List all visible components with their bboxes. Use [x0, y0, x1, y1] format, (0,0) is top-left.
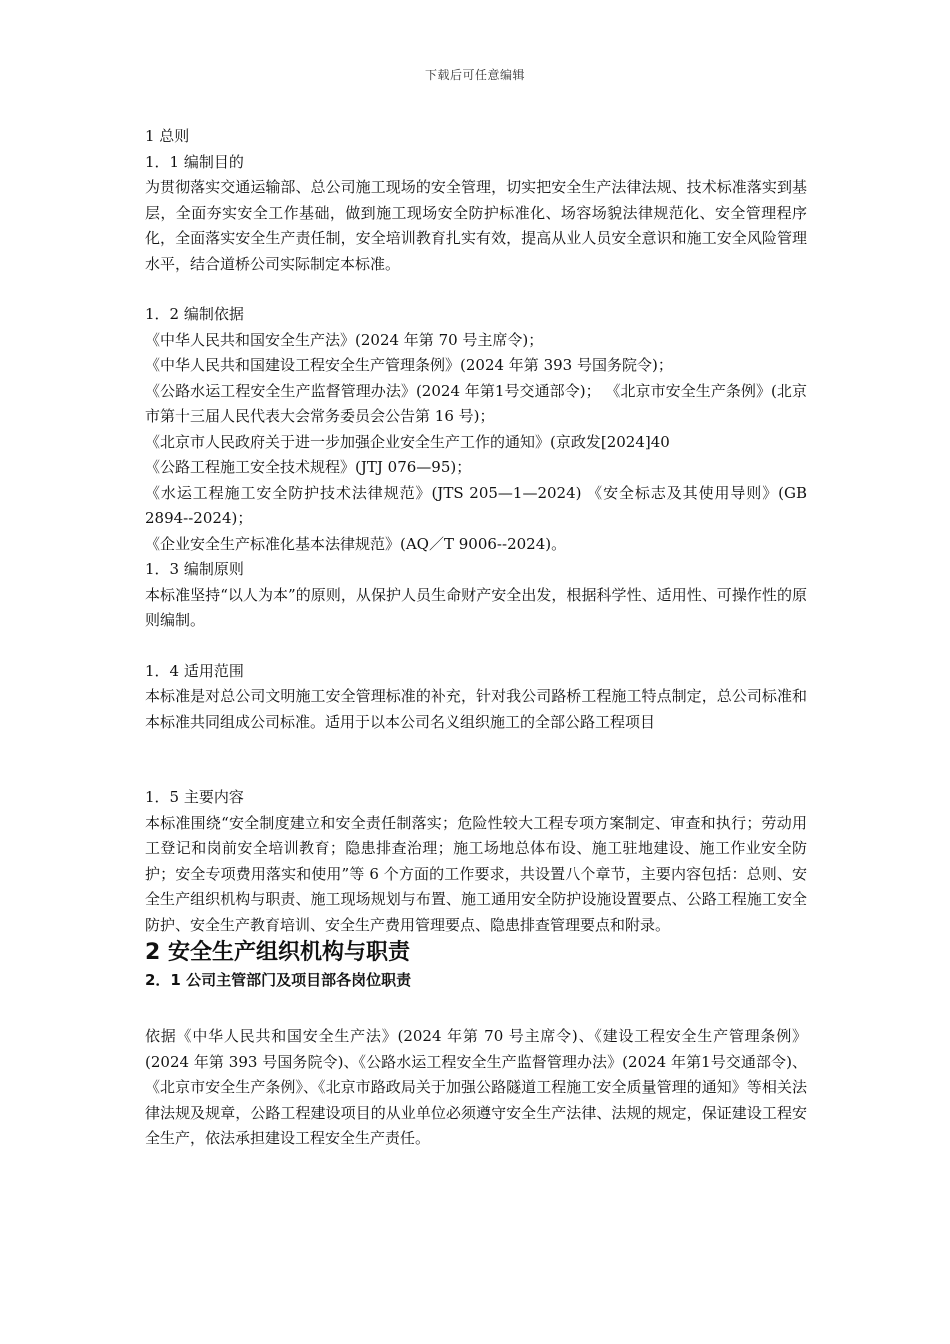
section-1-3-heading: 1．3 编制原则: [145, 560, 244, 578]
spacer: [145, 634, 807, 659]
basis-line: 《水运工程施工安全防护技术法律规范》(JTS 205—1—2024) 《安全标志及其使用导则》(GB 2894--2024)；: [145, 483, 807, 527]
section-1-3-body: 本标准坚持“以人为本”的原则，从保护人员生命财产安全出发，根据科学性、适用性、可操作性的原则编制。: [145, 585, 807, 629]
section-1-5-heading: 1．5 主要内容: [145, 788, 244, 806]
basis-line: 《中华人民共和国建设工程安全生产管理条例》(2024 年第 393 号国务院令)；: [145, 356, 673, 374]
document-body: [145, 124, 807, 1152]
spacer: [145, 277, 807, 302]
section-1-1-body: 为贯彻落实交通运输部、总公司施工现场的安全管理，切实把安全生产法律法规、技术标准落实到基层，全面夯实安全工作基础，做到施工现场安全防护标准化、场容场貌法律规范化、安全管理程序化，全面落实安全生产责任制，安全培训教育扎实有效，提高从业人员安全意识和施工安全风险管理水平，结合道桥公司实际制定本标准。: [145, 178, 807, 273]
section-1-title: 1 总则: [145, 127, 190, 145]
basis-line: 《中华人民共和国安全生产法》(2024 年第 70 号主席令)；: [145, 330, 544, 349]
section-1-1-heading: 1．1 编制目的: [145, 152, 244, 171]
basis-line: 《公路水运工程安全生产监督管理办法》(2024 年第1号交通部令)； 《北京市安全生产条例》(北京市第十三届人民代表大会常务委员会公告第 16 号)；: [145, 381, 807, 425]
section-1-4-body: 本标准是对总公司文明施工安全管理标准的补充，针对我公司路桥工程施工特点制定，总公司标准和本标准共同组成公司标准。适用于以本公司名义组织施工的全部公路工程项目: [145, 687, 807, 731]
section-2-title: 2 安全生产组织机构与职责: [145, 940, 410, 965]
page-header: 下载后可任意编辑: [424, 68, 525, 82]
section-2-1-heading: 2．1 公司主管部门及项目部各岗位职责: [145, 971, 412, 989]
basis-line: 《北京市人民政府关于进一步加强企业安全生产工作的通知》(京政发[2024]40: [145, 432, 670, 451]
section-1-4-heading: 1．4 适用范围: [145, 661, 244, 680]
section-1-5-body: 本标准围绕“安全制度建立和安全责任制落实；危险性较大工程专项方案制定、审查和执行；劳动用工登记和岗前安全培训教育；隐患排查治理；施工场地总体布设、施工驻地建设、施工作业安全防护；安全专项费用落实和使用”等 6 个方面的工作要求，共设置八个章节，主要内容包括：总则、安全生产组织机构与职责、施工现场规划与布置、施工通用安全防护设施设置要点、公路工程施工安全防护、安全生产教育培训、安全生产费用管理要点、隐患排查管理要点和附录。: [145, 813, 807, 934]
section-2-1-body: 依据《中华人民共和国安全生产法》(2024 年第 70 号主席令)、《建设工程安全生产管理条例》(2024 年第 393 号国务院令)、《公路水运工程安全生产监督管理办法》(2024 年第1号交通部令)、《北京市安全生产条例》、《北京市路政局关于加强公路隧道工程施工安全质量管理的通知》等相关法律法规及规章，公路工程建设项目的从业单位必须遵守安全生产法律、法规的规定，保证建设工程安全生产，依法承担建设工程安全生产责任。: [145, 1027, 807, 1147]
basis-line: 《企业安全生产标准化基本法律规范》(AQ／T 9006--2024)。: [145, 534, 567, 553]
section-1-2-heading: 1．2 编制依据: [145, 305, 244, 323]
spacer: [145, 735, 807, 785]
basis-line: 《公路工程施工安全技术规程》(JTJ 076—95)；: [145, 458, 472, 476]
